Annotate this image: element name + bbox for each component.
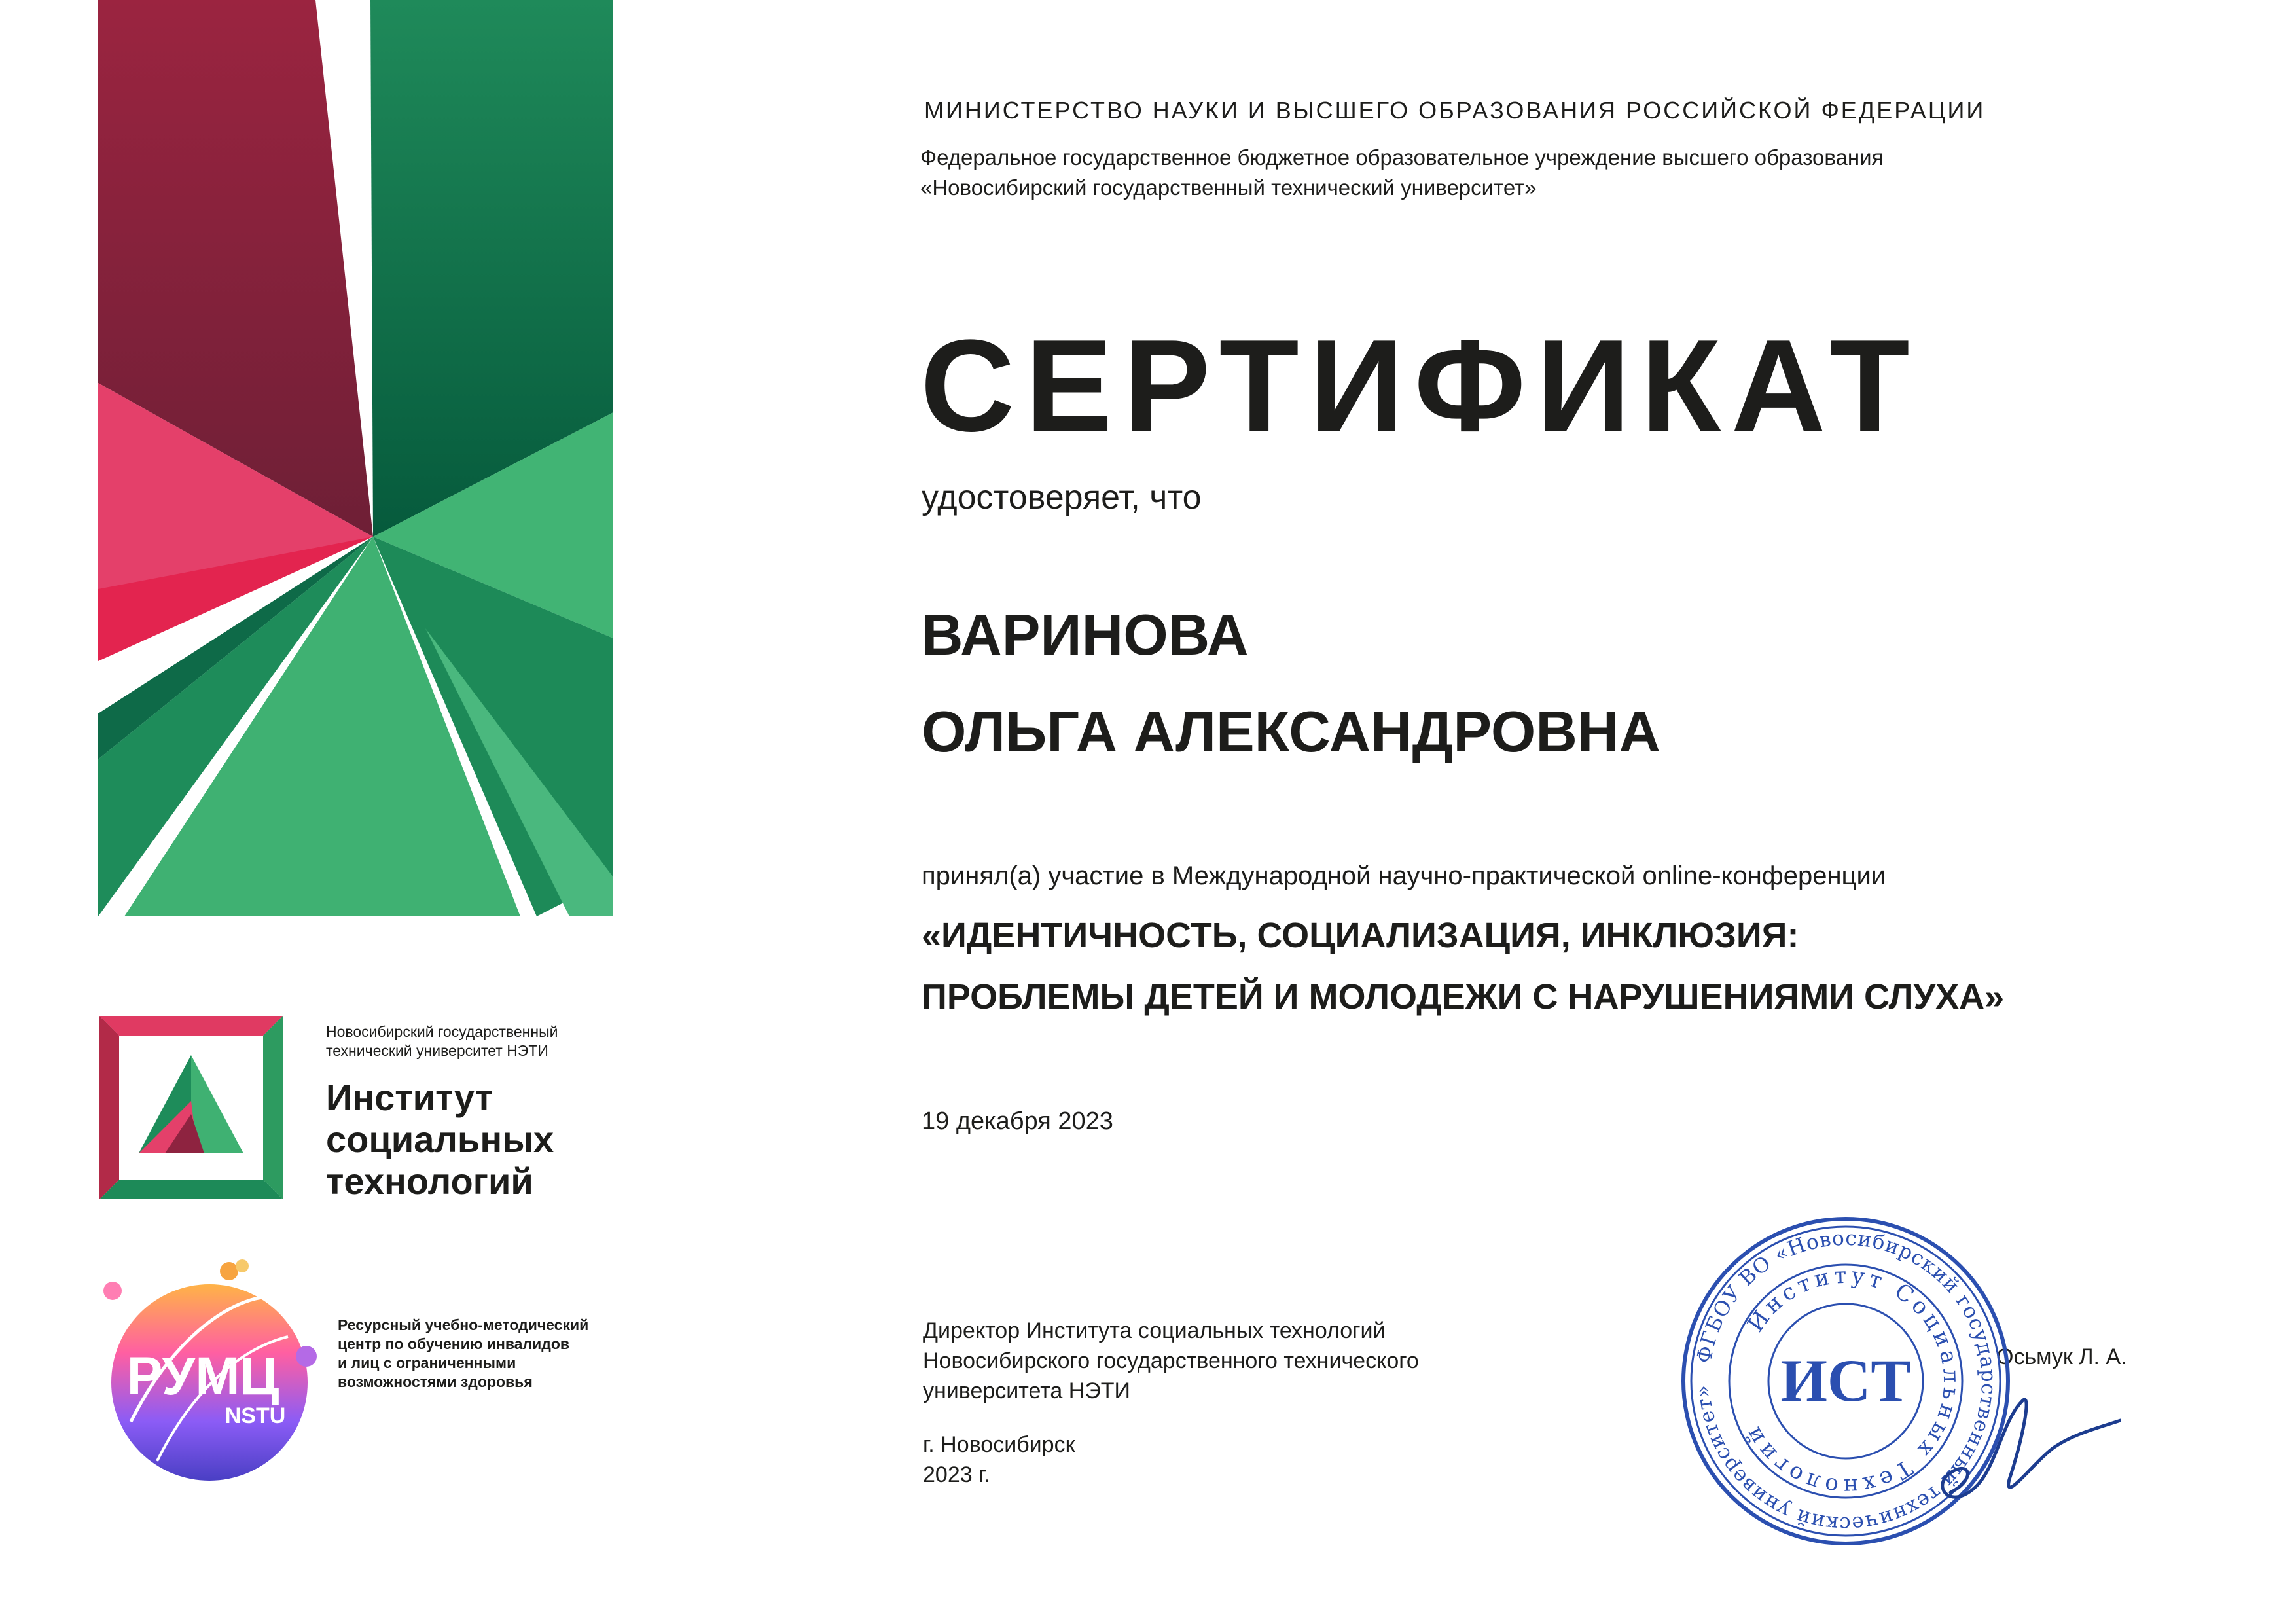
rumc-title: РУМЦ	[126, 1346, 279, 1406]
signature	[1924, 1381, 2121, 1525]
rumc-desc-line-2: центр по обучению инвалидов	[338, 1335, 570, 1352]
conference-title-line-2: ПРОБЛЕМЫ ДЕТЕЙ И МОЛОДЕЖИ С НАРУШЕНИЯМИ СЛУХА»	[922, 977, 2005, 1017]
institution-line-1: Федеральное государственное бюджетное образовательное учреждение высшего образования	[920, 145, 1884, 170]
conference-title-line-1: «ИДЕНТИЧНОСТЬ, СОЦИАЛИЗАЦИЯ, ИНКЛЮЗИЯ:	[922, 916, 1799, 955]
stamp-ring-text: ФГБОУ ВО «Новосибирский государственный технический университет»	[1691, 1226, 2001, 1536]
certificate-date: 19 декабря 2023	[922, 1108, 1113, 1135]
institution-line-2: «Новосибирский государственный технический университет»	[920, 175, 1537, 200]
director-line-1: Директор Института социальных технологий	[923, 1318, 1386, 1343]
director-title	[923, 1316, 1419, 1406]
institute-logo	[99, 1016, 283, 1199]
rumc-logo	[92, 1252, 327, 1487]
certificate-title: СЕРТИФИКАТ	[920, 313, 1920, 459]
nstu-caption-line-1: Новосибирский государственный	[326, 1023, 558, 1040]
recipient-given-names: ОЛЬГА АЛЕКСАНДРОВНА	[922, 699, 1661, 764]
year: 2023 г.	[923, 1462, 990, 1487]
nstu-caption-line-2: технический университет НЭТИ	[326, 1042, 548, 1059]
rumc-subtitle: NSTU	[224, 1403, 286, 1428]
rumc-desc-line-4: возможностями здоровья	[338, 1373, 533, 1390]
recipient-surname: ВАРИНОВА	[922, 602, 1249, 667]
signer-name: Осьмук Л. А.	[1996, 1344, 2127, 1369]
nstu-caption	[326, 1022, 558, 1060]
institute-name-line-2: социальных	[326, 1119, 554, 1160]
participation-text: принял(а) участие в Международной научно-практической online-конференции	[922, 861, 1886, 890]
rumc-desc-line-3: и лиц с ограниченными	[338, 1354, 516, 1371]
director-line-3: университета НЭТИ	[923, 1379, 1130, 1403]
place-and-year	[923, 1430, 1075, 1490]
decorative-geometric-panel	[0, 0, 615, 916]
rumc-desc-line-1: Ресурсный учебно-методический	[338, 1316, 589, 1333]
confirms-text: удостоверяет, что	[922, 478, 1202, 516]
institute-name-line-3: технологий	[326, 1161, 533, 1202]
stamp-center-text: ИСТ	[1780, 1347, 1911, 1414]
rumc-description	[338, 1316, 588, 1392]
director-line-2: Новосибирского государственного технического	[923, 1348, 1419, 1373]
stamp-inner-text: Институт Социальных Технологий	[1738, 1262, 1965, 1500]
city: г. Новосибирск	[923, 1432, 1075, 1457]
ministry-heading: МИНИСТЕРСТВО НАУКИ И ВЫСШЕГО ОБРАЗОВАНИЯ РОССИЙСКОЙ ФЕДЕРАЦИИ	[924, 97, 1986, 124]
institute-name-line-1: Институт	[326, 1077, 493, 1118]
institute-name	[326, 1077, 554, 1202]
institution-name	[920, 143, 1883, 203]
